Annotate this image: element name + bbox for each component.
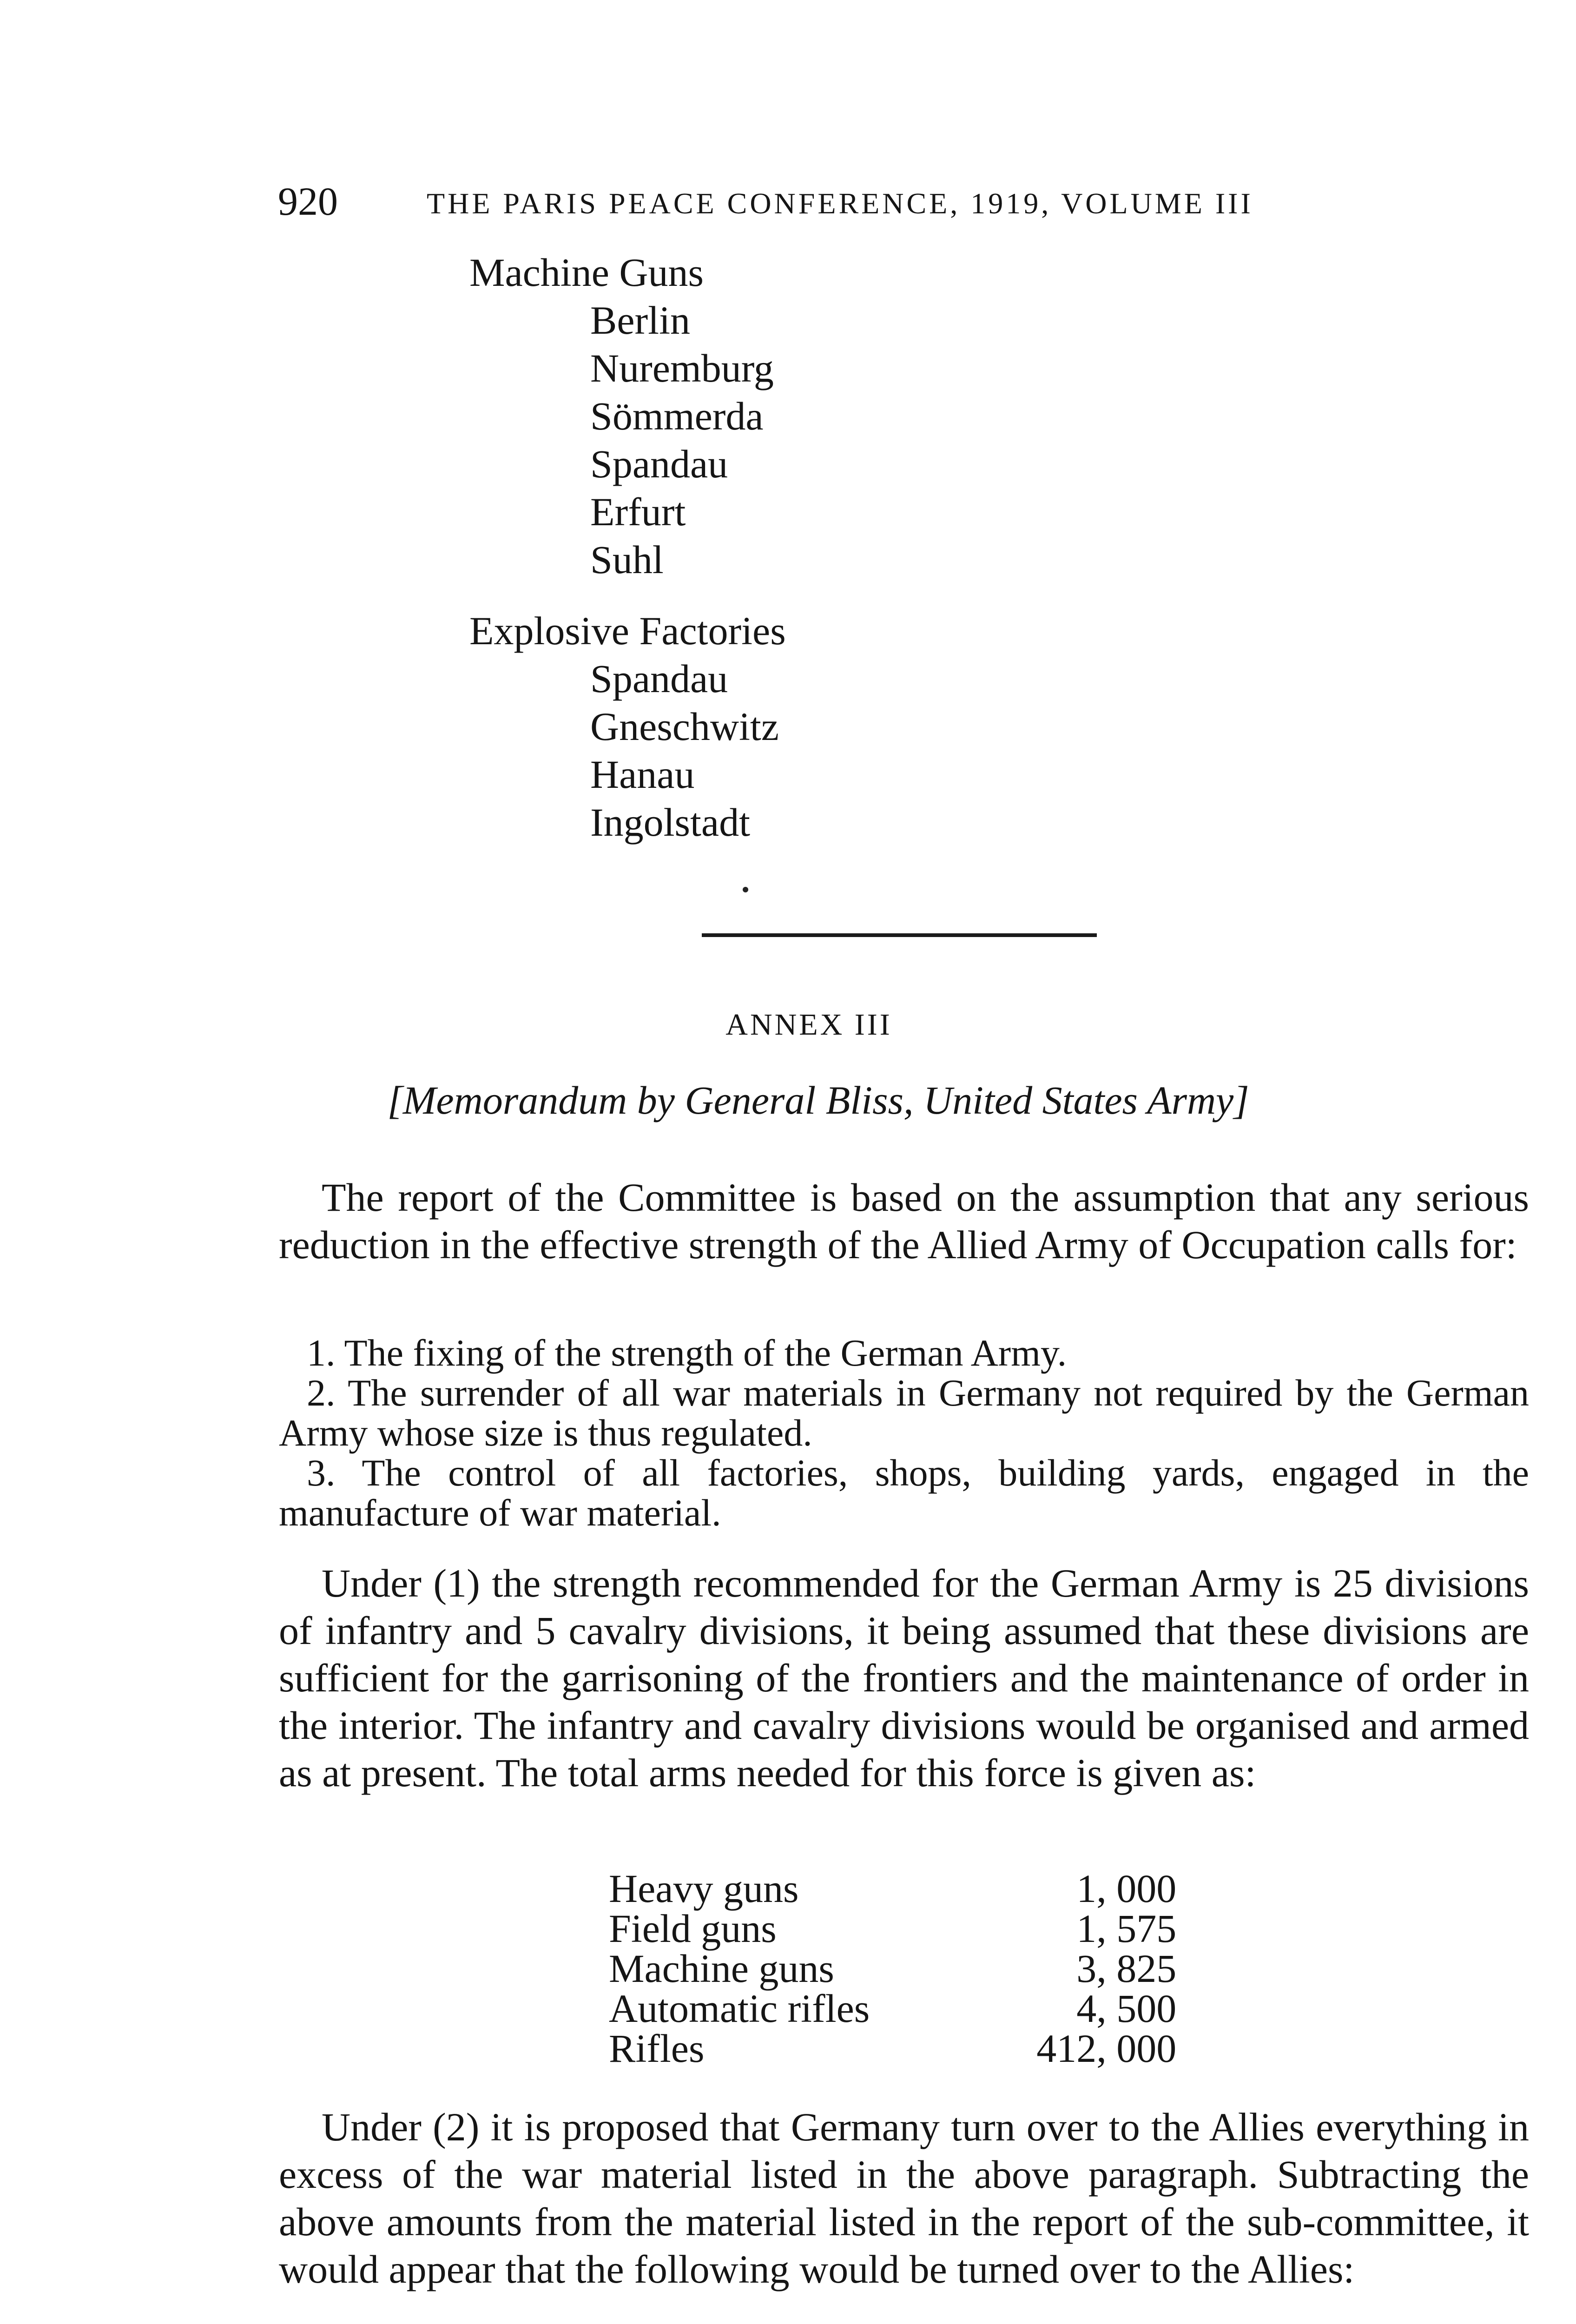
running-title: THE PARIS PEACE CONFERENCE, 1919, VOLUME III xyxy=(427,187,1253,220)
list-item: Erfurt xyxy=(590,489,686,534)
table-row xyxy=(609,2028,1176,2068)
arms-item: Machine guns xyxy=(609,1946,834,1991)
machine-gun-places xyxy=(590,297,786,584)
arms-table xyxy=(609,1866,1177,2071)
annex-title: ANNEX III xyxy=(725,1008,892,1042)
intro-paragraph: The report of the Committee is based on the assumption that any serious reduction in the effective strength of the Allied Army of Occupation calls for: xyxy=(279,1175,1529,1267)
arms-item: Rifles xyxy=(609,2026,705,2071)
list-item: Sömmerda xyxy=(590,394,764,438)
group-spacer xyxy=(469,584,786,607)
numbered-item: 2. The surrender of all war materials in Germany not required by the German Army whose size is thus regulated. xyxy=(279,1372,1529,1454)
list-item: Berlin xyxy=(590,298,690,343)
print-speck xyxy=(743,887,748,892)
table-row xyxy=(609,1948,1176,1988)
paragraph-under-1: Under (1) the strength recommended for the German Army is 25 divisions of infantry and 5 cavalry divisions, it being assumed that these divisions are sufficient for the garrisoning of the frontiers and the maintenance of order in the interior. The infantry and cavalry divisions would be organised and armed as at present. The total arms needed for this force is given as: xyxy=(279,1561,1529,1795)
page-header xyxy=(278,176,1393,227)
factory-list xyxy=(469,249,786,846)
arms-item: Field guns xyxy=(609,1906,777,1951)
numbered-item: 3. The control of all factories, shops, building yards, engaged in the manufacture of war material. xyxy=(279,1452,1529,1534)
page-number: 920 xyxy=(278,179,338,224)
arms-quantity: 4, 500 xyxy=(1076,1986,1177,2031)
arms-item: Heavy guns xyxy=(609,1866,799,1911)
table-row xyxy=(609,1908,1176,1948)
arms-quantity: 1, 575 xyxy=(1076,1906,1177,1951)
group-title-machine-guns: Machine Guns xyxy=(469,250,704,295)
group-title-explosive-factories: Explosive Factories xyxy=(469,608,786,653)
arms-item: Automatic rifles xyxy=(609,1986,870,2031)
paragraph-under-2: Under (2) it is proposed that Germany turn over to the Allies everything in excess of the war material listed in the above paragraph. Subtracting the above amounts from the material listed in the report of the sub-committee, it would appear that the following would be turned over to the Allies: xyxy=(279,2105,1529,2291)
list-item: Gneschwitz xyxy=(590,704,779,749)
list-item: Suhl xyxy=(590,537,664,582)
arms-quantity: 1, 000 xyxy=(1076,1866,1177,1911)
list-item: Ingolstadt xyxy=(590,800,750,845)
list-item: Spandau xyxy=(590,442,728,486)
numbered-item: 1. The fixing of the strength of the German Army. xyxy=(307,1332,1067,1374)
list-item: Spandau xyxy=(590,656,728,701)
table-row xyxy=(609,1988,1176,2028)
arms-quantity: 412, 000 xyxy=(1036,2026,1177,2071)
list-item: Nuremburg xyxy=(590,346,774,390)
arms-quantity: 3, 825 xyxy=(1076,1946,1177,1991)
table-row xyxy=(609,1868,1176,1908)
explosive-factory-places xyxy=(590,655,786,846)
memo-subtitle: [Memorandum by General Bliss, United States Army] xyxy=(387,1078,1249,1122)
list-item: Hanau xyxy=(590,752,695,797)
numbered-list xyxy=(279,1333,1529,1533)
section-divider xyxy=(702,933,1097,937)
